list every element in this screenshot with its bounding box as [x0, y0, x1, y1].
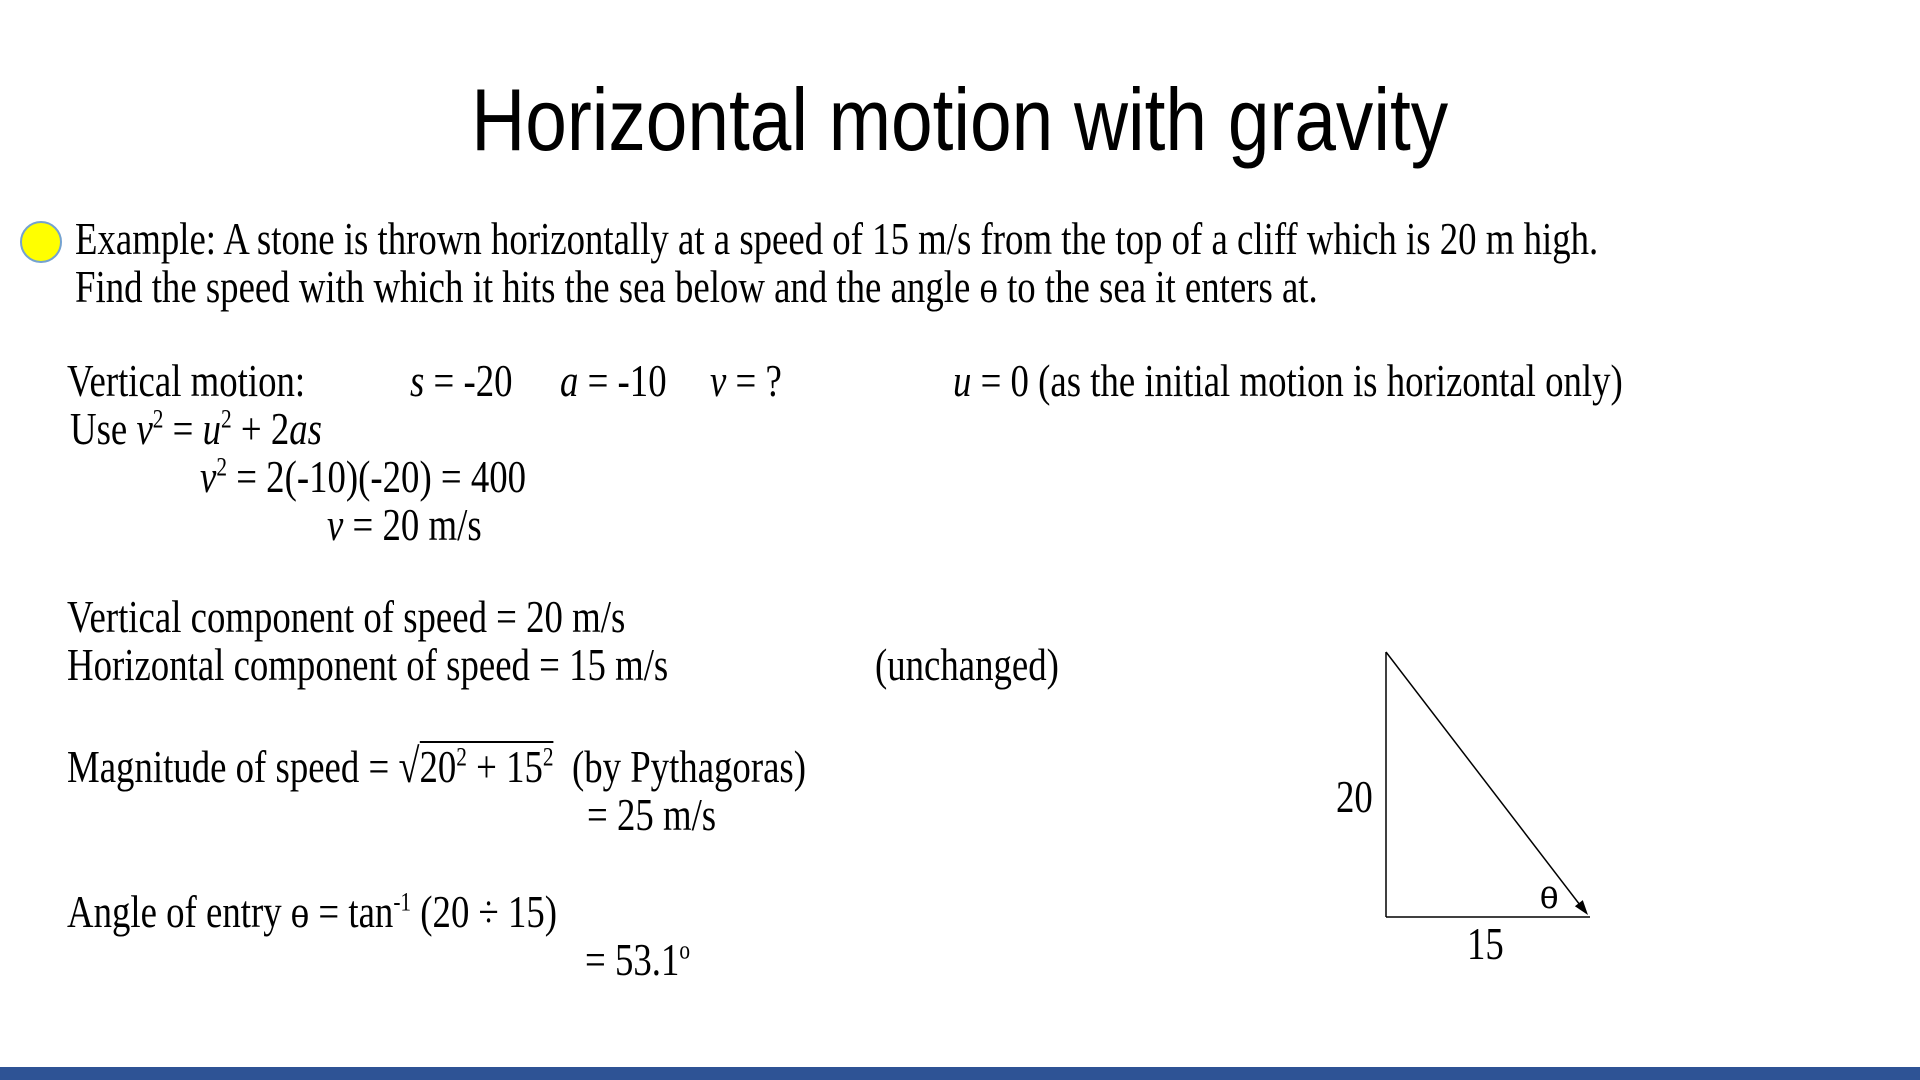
text-segment: -1 [393, 886, 412, 917]
text-segment: = -10 [578, 355, 667, 406]
text-segment: Angle of entry ɵ = tan [67, 886, 394, 937]
text-segment: = 0 (as the initial motion is horizontal only) [971, 355, 1623, 406]
arrowhead-icon [1575, 900, 1588, 915]
equation-v-squared [200, 453, 526, 501]
magnitude-line [67, 741, 806, 791]
text-segment: 15 [1467, 918, 1504, 969]
angle-result [585, 936, 690, 984]
bullet-marker [20, 221, 62, 263]
radicand [419, 741, 553, 790]
text-segment: o [679, 934, 691, 965]
text-segment: s [410, 355, 425, 406]
text-segment: = -20 [424, 355, 513, 406]
example-line-2 [75, 263, 1318, 311]
example-line-1 [75, 215, 1598, 263]
text-segment: (unchanged) [875, 639, 1059, 690]
text-segment: = 53.1 [585, 934, 680, 985]
value-u [953, 357, 1623, 405]
value-v [710, 357, 782, 405]
text-segment: v [710, 355, 727, 406]
text-segment: Vertical motion: [67, 355, 306, 406]
text-segment: 2 [221, 403, 232, 434]
text-segment: √ [398, 740, 420, 793]
text-segment: = 20 m/s [343, 499, 482, 550]
vertical-component-line [67, 593, 625, 641]
text-segment: 2 [542, 741, 554, 772]
text-segment: = 2(-10)(-20) = 400 [227, 451, 527, 502]
text-segment: ɵ [1540, 867, 1559, 918]
slide-title: Horizontal motion with gravity [471, 70, 1449, 169]
vertical-motion-label [67, 357, 305, 405]
equation-v-result [327, 501, 482, 549]
text-segment: Use [70, 403, 137, 454]
triangle-angle-label [1540, 869, 1558, 917]
text-segment: Example: A stone is thrown horizontally at a speed of 15 m/s from the top of a cliff which is 20 m high. [75, 213, 1599, 264]
text-segment: 2 [456, 741, 467, 772]
text-segment: as [289, 403, 322, 454]
slide-footer-bar [0, 1067, 1920, 1080]
text-segment: (by Pythagoras) [553, 741, 806, 792]
triangle-vertical-label [1336, 773, 1373, 821]
triangle-horizontal-label [1467, 920, 1504, 968]
text-segment: u [202, 403, 222, 454]
value-a [560, 357, 667, 405]
text-segment: + 15 [466, 741, 543, 792]
text-segment: v [327, 499, 344, 550]
text-segment: a [560, 355, 579, 406]
text-segment: = 25 m/s [587, 789, 717, 840]
slide-title-wrap [0, 72, 1920, 169]
text-segment: u [953, 355, 972, 406]
text-segment: (20 ÷ 15) [411, 886, 557, 937]
text-segment: Horizontal component of speed = 15 m/s [67, 639, 669, 690]
text-segment: Vertical component of speed = 20 m/s [67, 591, 626, 642]
text-segment: 2 [216, 451, 228, 482]
unchanged-note [875, 641, 1059, 689]
text-segment: v [136, 403, 153, 454]
text-segment: + 2 [231, 403, 290, 454]
angle-line [67, 888, 557, 936]
text-segment: = [163, 403, 203, 454]
horizontal-component-line [67, 641, 668, 689]
magnitude-result [587, 791, 716, 839]
text-segment: v [200, 451, 217, 502]
text-segment: = ? [726, 355, 782, 406]
value-s [410, 357, 513, 405]
text-segment: 20 [1336, 771, 1373, 822]
text-segment: Magnitude of speed = [67, 741, 399, 792]
text-segment: 20 [419, 741, 457, 792]
text-segment: Find the speed with which it hits the sea below and the angle ɵ to the sea it enters at. [75, 261, 1318, 312]
text-segment: 2 [152, 403, 164, 434]
equation-suvat [70, 405, 322, 453]
